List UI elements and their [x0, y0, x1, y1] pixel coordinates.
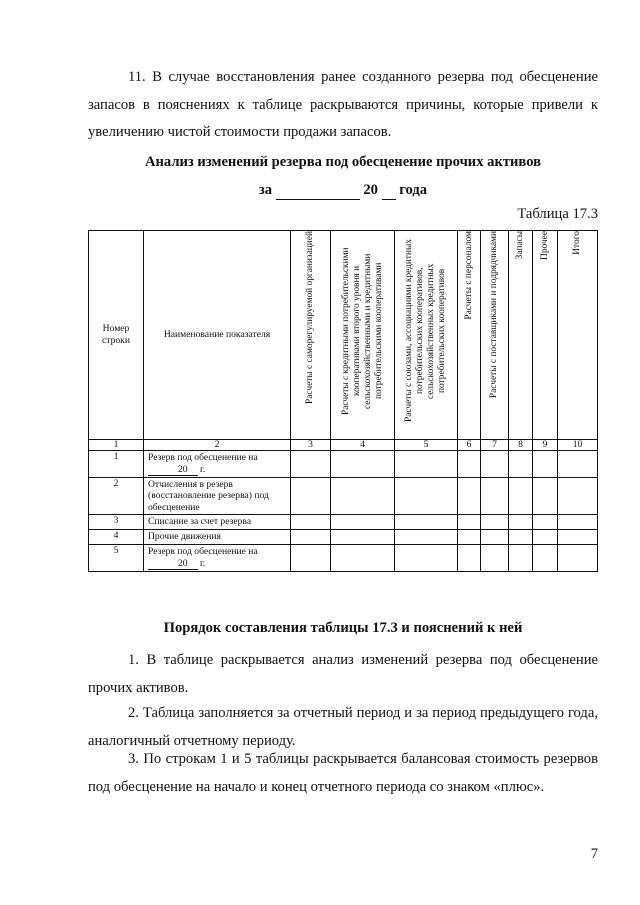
column-number: 7: [481, 440, 509, 451]
page-number: 7: [590, 846, 598, 862]
column-number: 3: [291, 440, 331, 451]
header-sro: Расчеты с саморегулируемой организацией: [305, 231, 315, 404]
column-number: 2: [144, 440, 291, 451]
column-number: 10: [558, 440, 598, 451]
row-number: 3: [89, 515, 144, 530]
column-number: 6: [458, 440, 481, 451]
column-number: 5: [395, 440, 458, 451]
row-label: Отчисления в резерв (восстановление резерва) под обесценение: [144, 477, 291, 515]
row-number: 5: [89, 545, 144, 572]
table-row: [89, 530, 598, 545]
table-row: [89, 515, 598, 530]
table-row: [89, 477, 598, 515]
column-number: 8: [509, 440, 533, 451]
header-total: Итого: [572, 231, 582, 255]
column-number: 1: [89, 440, 144, 451]
paragraph-3: 3. По строкам 1 и 5 таблицы раскрывается балансовая стоимость резервов под обесценение на начало и конец отчетного периода со знаком «плюс».: [88, 751, 598, 795]
row-label: Резерв под обесценение на 20 г.: [144, 451, 291, 478]
column-number: 4: [331, 440, 395, 451]
paragraph-2: 2. Таблица заполняется за отчетный период и за период предыдущего года, аналогичный отчетному периоду.: [88, 705, 598, 749]
row-label: Резерв под обесценение на 20 г.: [144, 545, 291, 572]
row-label: Списание за счет резерва: [144, 515, 291, 530]
table-title: Анализ изменений резерва под обесценение прочих активов: [144, 154, 542, 170]
header-other: Прочее: [539, 231, 550, 260]
row-number: 1: [89, 451, 144, 478]
table-row: [89, 545, 598, 572]
table-period: за 20 года: [258, 182, 428, 198]
row-number: 4: [89, 530, 144, 545]
period-blank: [276, 182, 360, 200]
header-row: [89, 231, 598, 440]
intro-paragraph: 11. В случае восстановления ранее созданного резерва под обесценение запасов в пояснениях к таблице раскрываются причины, которые привели к увеличению чистой стоимости продажи запасов.: [88, 69, 598, 140]
reserve-analysis-table: [88, 230, 598, 572]
header-personnel: Расчеты с персоналом: [463, 231, 474, 320]
row-number: 2: [89, 477, 144, 515]
header-row-number: Номер строки: [89, 231, 144, 440]
table-number: Таблица 17.3: [517, 206, 598, 222]
header-indicator-name: Наименование показателя: [144, 231, 291, 440]
table-row: [89, 451, 598, 478]
column-number: 9: [533, 440, 558, 451]
year-blank: [382, 182, 396, 200]
section-title: Порядок составления таблицы 17.3 и пояснений к ней: [163, 620, 523, 636]
row-label: Прочие движения: [144, 530, 291, 545]
column-number-row: [89, 440, 598, 451]
header-kpk-second-level: Расчеты с кредитными потребительскими кооперативами второго уровня и сельскохозяйственными и кредитными потребительскими кооперативами: [340, 247, 384, 415]
header-unions-associations: Расчеты с союзами, ассоциациями кредитных потребительских кооперативов, сельскохозяйственных кредитных потребительских кооперативов: [404, 239, 447, 423]
header-suppliers: Расчеты с поставщиками и подрядчиками: [489, 231, 499, 399]
header-inventories: Запасы: [515, 231, 525, 260]
paragraph-1: 1. В таблице раскрывается анализ изменений резерва под обесценение прочих активов.: [88, 652, 598, 696]
